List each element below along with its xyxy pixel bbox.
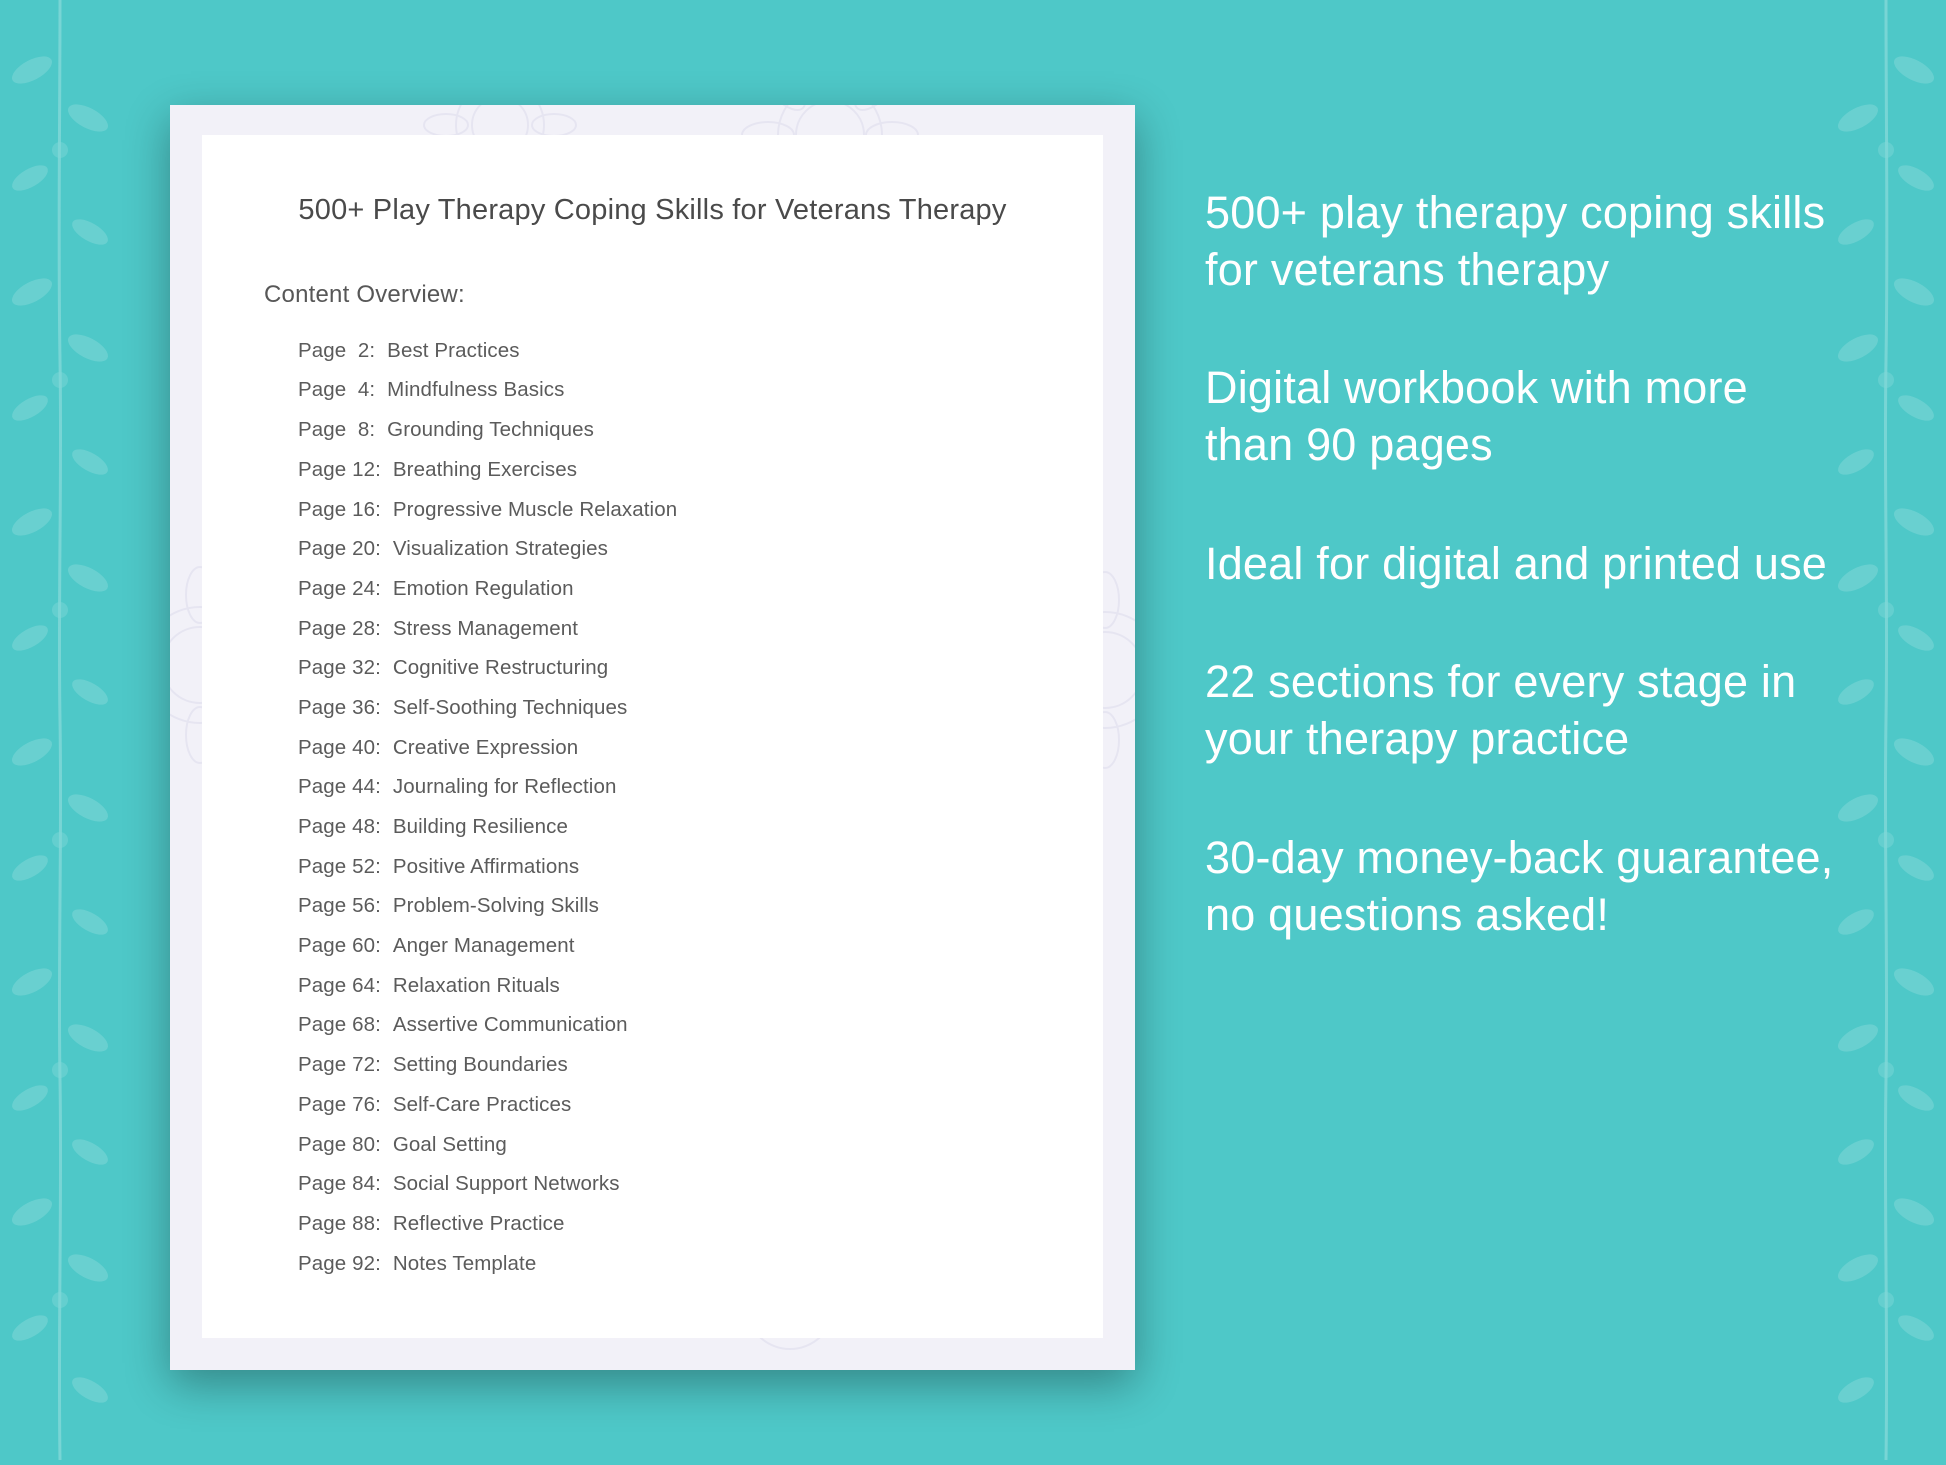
- list-item: [298, 1244, 1103, 1284]
- toc-page-number: Page 36:: [298, 695, 381, 719]
- list-item: [298, 1006, 1103, 1046]
- marketing-point: Digital workbook with more than 90 pages: [1205, 362, 1748, 471]
- list-item: [298, 609, 1103, 649]
- toc-page-number: Page 20:: [298, 537, 381, 561]
- toc-page-number: Page 56:: [298, 894, 381, 918]
- toc-entry-label: Notes Template: [392, 1251, 537, 1275]
- toc-entry-label: Creative Expression: [392, 735, 579, 759]
- toc-entry-label: Anger Management: [392, 934, 575, 958]
- list-item: [298, 1125, 1103, 1165]
- toc-entry-label: Cognitive Restructuring: [392, 656, 609, 680]
- toc-page-number: Page 76:: [298, 1092, 381, 1116]
- marketing-point: 500+ play therapy coping skills for veterans therapy: [1205, 187, 1826, 295]
- toc-page-number: Page 2:: [298, 338, 376, 362]
- toc-page-number: Page 64:: [298, 973, 381, 997]
- toc-page-number: Page 44:: [298, 775, 381, 799]
- list-item: [298, 331, 1103, 371]
- toc-entry-label: Problem-Solving Skills: [392, 894, 600, 918]
- list-item: [298, 887, 1103, 927]
- toc-entry-label: Self-Soothing Techniques: [392, 695, 628, 719]
- toc-page-number: Page 52:: [298, 854, 381, 878]
- document-page-inner: [202, 135, 1103, 1338]
- toc-page-number: Page 4:: [298, 378, 376, 402]
- list-item: [298, 1085, 1103, 1125]
- list-item: [298, 768, 1103, 808]
- page-title: 500+ Play Therapy Coping Skills for Veterans Therapy: [298, 194, 1007, 226]
- toc-page-number: Page 72:: [298, 1053, 381, 1077]
- toc-entry-label: Emotion Regulation: [392, 576, 574, 600]
- toc-entry-label: Breathing Exercises: [392, 457, 578, 481]
- document-page-outer: [170, 105, 1135, 1370]
- content-overview-label: Content Overview:: [264, 281, 465, 309]
- toc-page-number: Page 32:: [298, 656, 381, 680]
- toc-page-number: Page 80:: [298, 1132, 381, 1156]
- list-item: [298, 926, 1103, 966]
- toc-entry-label: Reflective Practice: [392, 1211, 565, 1235]
- toc-entry-label: Progressive Muscle Relaxation: [392, 497, 678, 521]
- toc-entry-label: Building Resilience: [392, 815, 568, 839]
- toc-page-number: Page 24:: [298, 576, 381, 600]
- list-item: [298, 411, 1103, 451]
- table-of-contents: [202, 309, 1103, 1284]
- toc-entry-label: Relaxation Rituals: [392, 973, 560, 997]
- list-item: [298, 530, 1103, 570]
- toc-entry-label: Goal Setting: [392, 1132, 507, 1156]
- toc-entry-label: Visualization Strategies: [392, 537, 608, 561]
- toc-page-number: Page 60:: [298, 934, 381, 958]
- list-item: [298, 807, 1103, 847]
- toc-entry-label: Social Support Networks: [392, 1172, 620, 1196]
- list-item: [298, 1165, 1103, 1205]
- list-item: [298, 688, 1103, 728]
- list-item: [298, 847, 1103, 887]
- toc-entry-label: Grounding Techniques: [387, 418, 594, 442]
- toc-page-number: Page 40:: [298, 735, 381, 759]
- toc-page-number: Page 92:: [298, 1251, 381, 1275]
- marketing-point: 22 sections for every stage in your therapy practice: [1205, 656, 1797, 765]
- list-item: [298, 966, 1103, 1006]
- toc-entry-label: Journaling for Reflection: [392, 775, 617, 799]
- toc-entry-label: Self-Care Practices: [392, 1092, 572, 1116]
- toc-page-number: Page 68:: [298, 1013, 381, 1037]
- list-item: [298, 1046, 1103, 1086]
- floral-border-left: [0, 0, 120, 1460]
- list-item: [298, 1204, 1103, 1244]
- list-item: [298, 728, 1103, 768]
- list-item: [298, 649, 1103, 689]
- toc-page-number: Page 28:: [298, 616, 381, 640]
- toc-entry-label: Best Practices: [387, 338, 520, 362]
- list-item: [298, 490, 1103, 530]
- toc-page-number: Page 8:: [298, 418, 376, 442]
- list-item: [298, 450, 1103, 490]
- toc-page-number: Page 16:: [298, 497, 381, 521]
- marketing-points: [1205, 185, 1845, 943]
- list-item: [298, 569, 1103, 609]
- toc-entry-label: Setting Boundaries: [392, 1053, 568, 1077]
- toc-entry-label: Mindfulness Basics: [387, 378, 565, 402]
- toc-entry-label: Positive Affirmations: [392, 854, 580, 878]
- toc-page-number: Page 12:: [298, 457, 381, 481]
- document-preview: [170, 105, 1135, 1370]
- toc-entry-label: Assertive Communication: [392, 1013, 628, 1037]
- marketing-point: 30-day money-back guarantee, no questions asked!: [1205, 831, 1834, 940]
- toc-page-number: Page 84:: [298, 1172, 381, 1196]
- toc-page-number: Page 88:: [298, 1211, 381, 1235]
- list-item: [298, 371, 1103, 411]
- marketing-point: Ideal for digital and printed use: [1205, 537, 1828, 589]
- toc-page-number: Page 48:: [298, 815, 381, 839]
- toc-entry-label: Stress Management: [392, 616, 579, 640]
